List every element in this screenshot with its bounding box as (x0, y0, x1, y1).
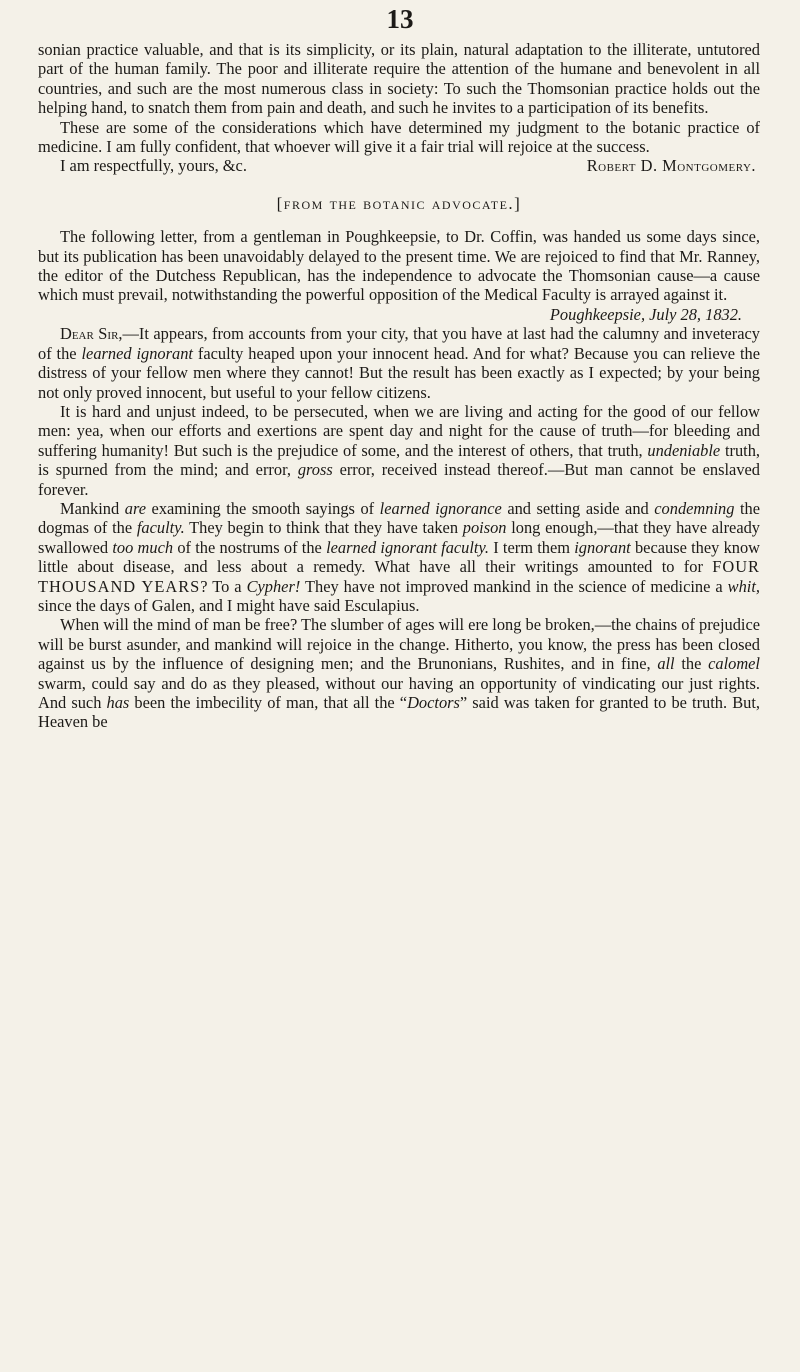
text-run: the dogmas of the (38, 498, 760, 538)
emphasis: are (124, 498, 146, 518)
editor-note: The following letter, from a gentleman in Poughkeepsie, to Dr. Coffin, was handed us some days since, but its publication has been unavoidably delayed to the present time. We are rejoiced to find that Mr. Ranney, the editor of the Dutchess Republican, has the independence to advocate the Thomsonian cause—a cause which must prevail, notwithstanding the powerful opposition of the Medical Faculty is arrayed against it. (38, 227, 760, 305)
emphasis: calomel (708, 654, 760, 674)
emphasis: too much (112, 537, 174, 557)
emphasis: undeniable (647, 440, 721, 460)
closing: I am respectfully, yours, &c. (60, 156, 247, 176)
text-run: Mankind (60, 498, 125, 518)
text-run: They have not improved mankind in the science of medicine a (300, 576, 728, 596)
text-run: of the nostrums of the (173, 537, 327, 557)
paragraph-considerations: These are some of the considerations which have determined my judgment to the botanic practice of medicine. I am fully confident, that whoever will give it a fair trial will rejoice at the success. (38, 117, 760, 157)
dateline: Poughkeepsie, July 28, 1832. (549, 304, 742, 324)
text-run: ” said was taken for granted to be truth. But, Heaven be (38, 693, 760, 732)
caps-text: FOUR THOUSAND YEARS (38, 557, 760, 596)
text-run: swarm, could say and do as they pleased, without our having an opportunity of vindicating our just rights. And such (38, 673, 760, 712)
emphasis: learned ignorant (81, 343, 193, 363)
page-number: 13 (386, 4, 414, 34)
text-run: They begin to think that they have taken (184, 518, 463, 538)
emphasis: learned ignorance (379, 498, 502, 518)
emphasis: Doctors (407, 693, 460, 712)
text-run: the (674, 654, 709, 674)
emphasis: Cypher! (246, 576, 301, 596)
letter-paragraph-3 (38, 499, 760, 615)
text-run: ? To a (200, 576, 247, 596)
emphasis: learned ignorant faculty. (326, 537, 489, 557)
signature: Robert D. Montgomery. (586, 156, 756, 176)
text-run: been the imbecility of man, that all the “ (129, 693, 408, 712)
text-run: error, received instead thereof.—But man cannot be enslaved forever. (38, 460, 760, 499)
text-run: because they know little about disease, and less about a remedy. What have all their writings amounted to for (38, 537, 761, 577)
text-run: examining the smooth sayings of (146, 498, 380, 518)
text-run: —It appears, from accounts from your city, that you have at last had the calumny and inveteracy of the (38, 324, 761, 363)
emphasis: ignorant (574, 537, 631, 557)
text-run: truth, is spurned from the mind; and error, (38, 440, 761, 480)
text-run: long enough,—that they have already swallowed (38, 518, 760, 557)
letter-paragraph-1 (38, 324, 760, 402)
text-run: and setting aside and (501, 498, 655, 518)
emphasis: gross (297, 460, 333, 480)
text-run: When will the mind of man be free? The slumber of ages will ere long be broken,—the chains of prejudice will be burst asunder, and mankind will rejoice in the change. Hitherto, you know, the press has been closed against us by the influence of designing men; and the Brunonians, Rushites, and in fine, (38, 615, 760, 674)
salutation: Dear Sir, (60, 324, 123, 344)
text-run: It is hard and unjust indeed, to be persecuted, when we are living and acting for the good of our fellow men: yea, when our efforts and exertions are spent day and night for the cause of truth—for bleeding and suffering humanity! But such is the prejudice of some, and the interest of others, that truth, (38, 401, 760, 460)
source-heading: [from the botanic advocate.] (276, 193, 522, 213)
emphasis: whit, (727, 576, 761, 596)
emphasis: poison (462, 518, 507, 538)
paragraph-continued: sonian practice valuable, and that is its simplicity, or its plain, natural adaptation to the illiterate, untutored part of the human family. The poor and illiterate require the attention of the humane and benevolent in all countries, and such are the most numerous class in society: To such the Thomsonian practice holds out the helping hand, to snatch them from pain and death, and such he invites to a participation of its benefits. (38, 40, 760, 118)
text-run: faculty heaped upon your innocent head. And for what? Because you can relieve the distress of your fellow men where they cannot! But the result has been exactly as I expected; by your being not only proved innocent, but useful to your fellow citizens. (38, 343, 760, 402)
emphasis: all (657, 654, 675, 674)
letter-paragraph-4 (38, 615, 760, 731)
text-run: I term them (488, 537, 575, 557)
emphasis: has (106, 693, 130, 712)
letter-paragraph-2 (38, 402, 760, 499)
text-run: since the days of Galen, and I might have said Esculapius. (38, 595, 420, 615)
emphasis: faculty. (136, 518, 185, 538)
text-column (38, 40, 760, 732)
emphasis: condemning (654, 498, 735, 518)
signoff (38, 156, 760, 175)
